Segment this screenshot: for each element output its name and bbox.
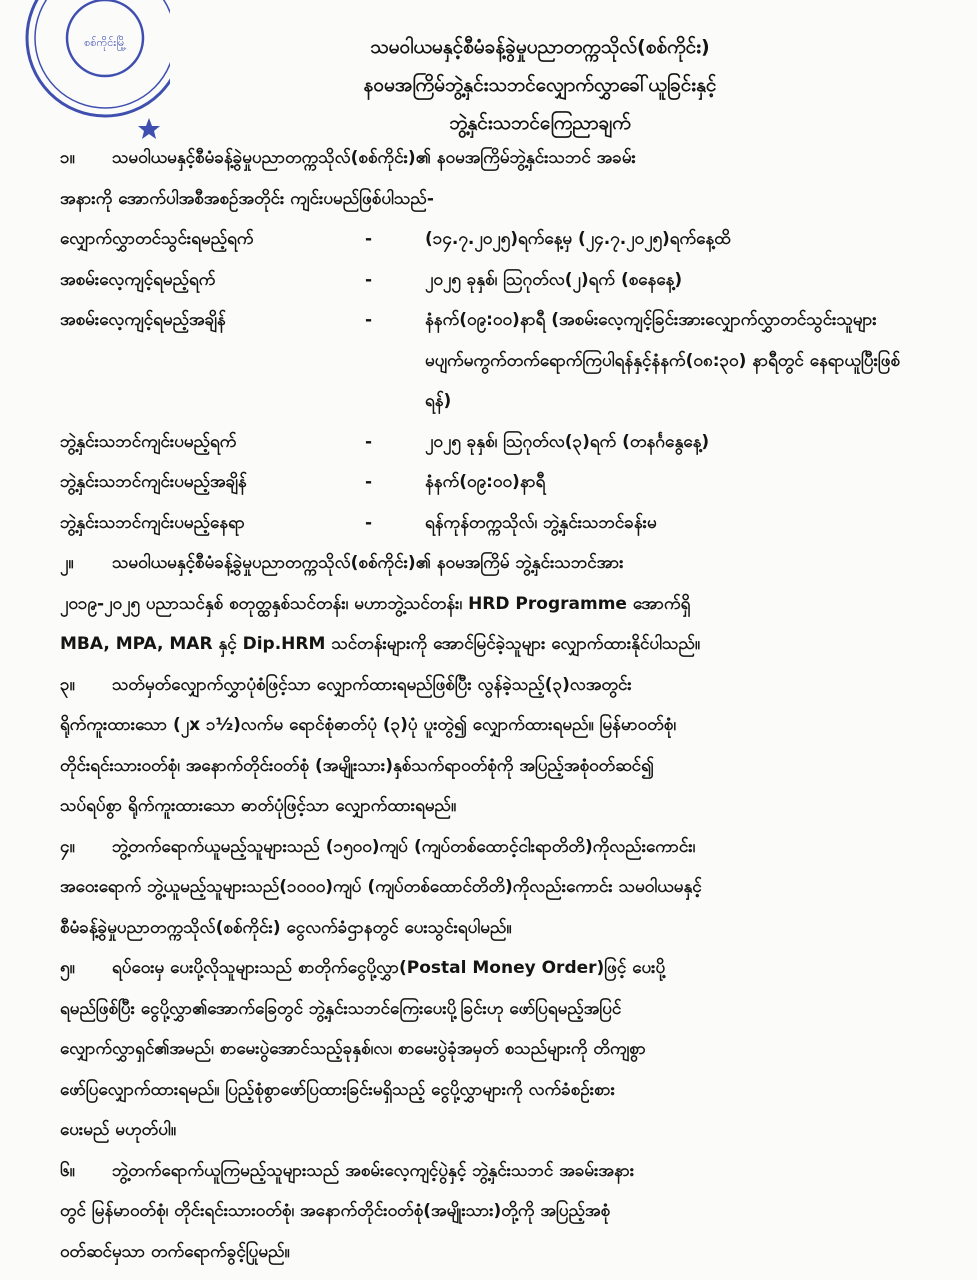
schedule-dash: - — [365, 229, 373, 249]
paragraph-line: တိုင်းရင်းသားဝတ်စုံ၊ အနောက်တိုင်းဝတ်စုံ (အမျိုးသား)နှစ်သက်ရာဝတ်စုံကို အပြည့်အစုံဝတ်ဆင်၍ — [60, 755, 654, 776]
paragraph-number: ၄။ — [60, 836, 75, 857]
schedule-row — [60, 503, 920, 544]
paragraph-line: ဝတ်ဆင်မှသာ တက်ရောက်ခွင့်ပြုမည်။ — [60, 1241, 290, 1262]
paragraph-line: သတ်မှတ်လျှောက်လွှာပုံစံဖြင့်သာ လျှောက်ထားရမည်ဖြစ်ပြီး လွန်ခဲ့သည့်(၃)လအတွင်း — [112, 674, 632, 695]
paragraph-line: ဖော်ပြလျှောက်ထားရမည်။ ပြည့်စုံစွာဖော်ပြထားခြင်းမရှိသည့် ငွေပို့လွှာများကို လက်ခံစဉ်းစား — [60, 1079, 615, 1100]
paragraph-line: သမဝါယမနှင့်စီမံခန့်ခွဲမှုပညာတက္ကသိုလ်(စစ်ကိုင်း)၏ နဝမအကြိမ်ဘွဲ့နှင်းသဘင် အခမ်း — [112, 148, 636, 168]
paragraph-3 — [60, 665, 920, 706]
schedule-dash: - — [365, 269, 373, 290]
schedule-row — [60, 422, 920, 463]
schedule-dash: - — [365, 512, 373, 533]
paragraph-5 — [60, 948, 920, 989]
schedule-dash: - — [365, 310, 373, 330]
header-line-1: သမဝါယမနှင့်စီမံခန့်ခွဲမှုပညာတက္ကသိုလ်(စစ်ကိုင်း) — [370, 36, 710, 58]
schedule-value: ရန်ကုန်တက္ကသိုလ်၊ ဘွဲ့နှင်းသဘင်ခန်းမ — [425, 512, 657, 533]
paragraph-line: တွင် မြန်မာဝတ်စုံ၊ တိုင်းရင်းသားဝတ်စုံ၊ အနောက်တိုင်းဝတ်စုံ(အမျိုးသား)တို့ကို အပြည့်အစုံ — [60, 1201, 611, 1221]
schedule-dash: - — [365, 431, 373, 452]
schedule-dash: - — [365, 472, 373, 492]
document-body — [60, 138, 920, 1272]
paragraph-line: ရမည်ဖြစ်ပြီး ငွေပို့လွှာ၏အောက်ခြေတွင် ဘွဲ့နှင်းသဘင်ကြေးပေးပို့ခြင်းဟု ဖော်ပြရမည့်အပြင် — [60, 998, 622, 1019]
paragraph-4 — [60, 827, 920, 868]
paragraph-number: ၃။ — [60, 674, 75, 695]
paragraph-line: အနားကို အောက်ပါအစီအစဉ်အတိုင်း ကျင်းပမည်ဖြစ်ပါသည်- — [60, 188, 434, 209]
schedule-row — [60, 260, 920, 301]
schedule-row — [60, 219, 920, 260]
header-line-3: ဘွဲ့နှင်းသဘင်ကြေညာချက် — [449, 112, 631, 134]
paragraph-line: ပေးမည် မဟုတ်ပါ။ — [60, 1120, 176, 1140]
paragraph-line: လျှောက်လွှာရှင်၏အမည်၊ စာမေးပွဲအောင်သည့်ခုနှစ်၊လ၊ စာမေးပွဲခုံအမှတ် စသည်များကို တိကျစွာ — [60, 1039, 646, 1059]
paragraph-line: စီမံခန့်ခွဲမှုပညာတက္ကသိုလ်(စစ်ကိုင်း) ငွေလက်ခံဌာနတွင် ပေးသွင်းရပါမည်။ — [60, 917, 512, 938]
schedule-label: အစမ်းလေ့ကျင့်ရမည့်အချိန် — [60, 310, 226, 330]
university-seal-icon — [10, 0, 170, 140]
document-header — [180, 28, 900, 142]
paragraph-number: ၂။ — [60, 553, 74, 573]
paragraph-number: ၅။ — [60, 958, 75, 978]
paragraph-line: ၂၀၁၉-၂၀၂၅ ပညာသင်နှစ် စတုတ္ထနှစ်သင်တန်း၊ မဟာဘွဲ့သင်တန်း၊ HRD Programme အောက်ရှိ — [60, 593, 691, 614]
schedule-value: ၂၀၂၅ ခုနှစ်၊ ဩဂုတ်လ(၃)ရက် (တနင်္ဂနွေနေ့) — [425, 431, 710, 452]
schedule-value: ၂၀၂၅ ခုနှစ်၊ ဩဂုတ်လ(၂)ရက် (စနေနေ့) — [425, 269, 683, 290]
paragraph-line: ရပ်ဝေးမှ ပေးပို့လိုသူများသည် စာတိုက်ငွေပို့လွှာ(Postal Money Order)ဖြင့် ပေးပို့ — [112, 958, 666, 978]
paragraph-number: ၆။ — [60, 1160, 75, 1181]
paragraph-number: ၁။ — [60, 148, 75, 168]
paragraph-line: သမဝါယမနှင့်စီမံခန့်ခွဲမှုပညာတက္ကသိုလ်(စစ်ကိုင်း)၏ နဝမအကြိမ် ဘွဲ့နှင်းသဘင်အား — [112, 553, 624, 573]
paragraph-line: ဘွဲ့တက်ရောက်ယူမည့်သူများသည် (၁၅၀၀)ကျပ် (ကျပ်တစ်ထောင့်ငါးရာတိတိ)ကိုလည်းကောင်း၊ — [112, 836, 696, 857]
schedule-row — [60, 300, 920, 422]
paragraph-line: သပ်ရပ်စွာ ရိုက်ကူးထားသော ဓာတ်ပုံဖြင့်သာ လျှောက်ထားရမည်။ — [60, 796, 457, 816]
paragraph-line: ရိုက်ကူးထားသော (၂x ၁½)လက်မ ရောင်စုံဓာတ်ပုံ (၃)ပုံ ပူးတွဲ၍ လျှောက်ထားရမည်။ မြန်မာဝတ်စုံ၊ — [60, 715, 677, 735]
schedule-label: အစမ်းလေ့ကျင့်ရမည့်ရက် — [60, 269, 216, 290]
schedule-label: ဘွဲ့နှင်းသဘင်ကျင်းပမည့်အချိန် — [60, 472, 247, 492]
header-line-2: နဝမအကြိမ်ဘွဲ့နှင်းသဘင်လျှောက်လွှာခေါ်ယူခြင်းနှင့် — [363, 74, 717, 96]
paragraph-line: အဝေးရောက် ဘွဲ့ယူမည့်သူများသည်(၁၀၀၀)ကျပ် (ကျပ်တစ်ထောင်တိတိ)ကိုလည်းကောင်း သမဝါယမနှင့် — [60, 877, 702, 897]
schedule-row — [60, 462, 920, 503]
schedule-value: (၁၄.၇.၂၀၂၅)ရက်နေ့မှ (၂၄.၇.၂၀၂၅)ရက်နေ့ထိ — [425, 229, 731, 249]
paragraph-6 — [60, 1151, 920, 1192]
paragraph-line: MBA, MPA, MAR နှင့် Dip.HRM သင်တန်းများကို အောင်မြင်ခဲ့သူများ လျှောက်ထားနိုင်ပါသည်။ — [60, 634, 701, 654]
seal-text: စစ်ကိုင်းမြို့ — [84, 36, 126, 49]
schedule-label: လျှောက်လွှာတင်သွင်းရမည့်ရက် — [60, 229, 254, 249]
schedule-label: ဘွဲ့နှင်းသဘင်ကျင်းပမည့်နေရာ — [60, 512, 245, 533]
paragraph-line: ဘွဲ့တက်ရောက်ယူကြမည့်သူများသည် အစမ်းလေ့ကျင့်ပွဲနှင့် ဘွဲ့နှင်းသဘင် အခမ်းအနား — [112, 1160, 635, 1181]
schedule-value: နံနက်(၀၉:၀၀)နာရီ — [425, 472, 546, 492]
schedule-label: ဘွဲ့နှင်းသဘင်ကျင်းပမည့်ရက် — [60, 431, 237, 452]
paragraph-1 — [60, 138, 920, 179]
paragraph-2 — [60, 543, 920, 584]
schedule-value: နံနက်(၀၉:၀၀)နာရီ (အစမ်းလေ့ကျင့်ခြင်းအားလျှောက်လွှာတင်သွင်းသူများ မပျက်မကွက်တက်ရောက်ကြပါရန်နှင့်နံနက်(၀၈:၃၀) နာရီတွင် နေရာယူပြီးဖြစ်ရန်) — [425, 310, 901, 411]
